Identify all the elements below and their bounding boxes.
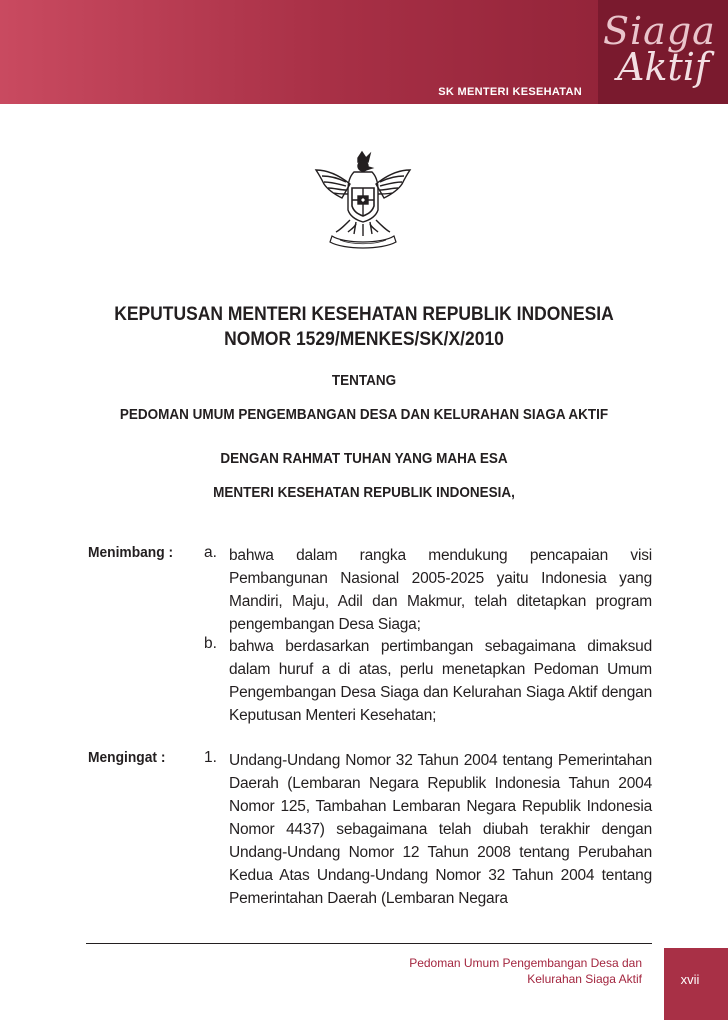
list-marker: b. xyxy=(204,635,217,652)
footer-divider xyxy=(86,943,652,944)
page-number: xvii xyxy=(680,972,700,987)
tentang-heading: TENTANG xyxy=(331,372,397,389)
decree-number: NOMOR 1529/MENKES/SK/X/2010 xyxy=(224,329,504,350)
menimbang-item-a: bahwa dalam rangka mendukung pencapaian visi Pembangunan Nasional 2005-2025 yaitu Indonesia yang Mandiri, Maju, Adil dan Makmur, telah ditetapkan program pengembangan Desa Siaga; xyxy=(229,547,652,633)
logo-aktif-text: Aktif xyxy=(617,45,709,89)
footer-title-line1: Pedoman Umum Pengembangan Desa dan xyxy=(409,956,642,970)
issuer-line: MENTERI KESEHATAN REPUBLIK INDONESIA, xyxy=(213,484,515,501)
list-marker: a. xyxy=(204,544,217,561)
garuda-emblem-icon xyxy=(310,150,416,252)
section-label: SK MENTERI KESEHATAN xyxy=(438,86,582,98)
menimbang-item-b: bahwa berdasarkan pertimbangan sebagaimana dimaksud dalam huruf a di atas, perlu menetapkan Pedoman Umum Pengembangan Desa Siaga dan Kelurahan Siaga Aktif dengan Keputusan Menteri Kesehatan; xyxy=(229,638,652,724)
footer-book-title xyxy=(322,955,642,987)
mengingat-item-1: Undang-Undang Nomor 32 Tahun 2004 tentang Pemerintahan Daerah (Lembaran Negara Republik Indonesia Tahun 2004 Nomor 125, Tambahan Lembaran Negara Republik Indonesia Nomor 4437) sebagaimana telah diubah terakhir dengan Undang-Undang Nomor 12 Tahun 2008 tentang Perubahan Kedua Atas Undang-Undang Nomor 32 Tahun 2004 tentang Pemerintahan Daerah (Lembaran Negara xyxy=(229,752,652,907)
menimbang-label: Menimbang : xyxy=(88,544,174,561)
decree-title: KEPUTUSAN MENTERI KESEHATAN REPUBLIK INDONESIA xyxy=(114,304,614,325)
logo-siaga-text: Siaga xyxy=(603,9,716,53)
footer-title-line2: Kelurahan Siaga Aktif xyxy=(527,972,642,986)
list-marker: 1. xyxy=(204,749,217,766)
decree-subject: PEDOMAN UMUM PENGEMBANGAN DESA DAN KELURAHAN SIAGA AKTIF xyxy=(119,406,609,423)
mengingat-label: Mengingat : xyxy=(88,749,166,766)
invocation-line: DENGAN RAHMAT TUHAN YANG MAHA ESA xyxy=(220,450,508,467)
